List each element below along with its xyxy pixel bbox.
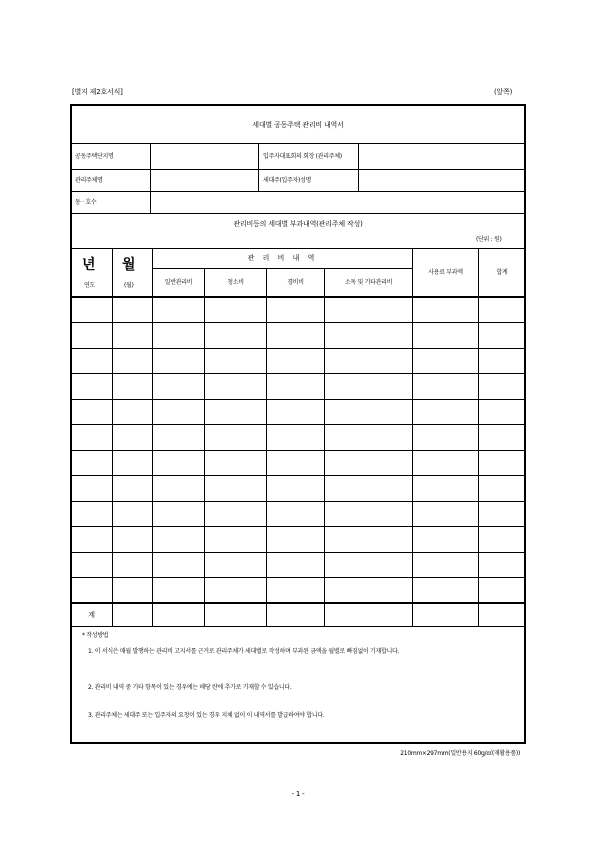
side-mark: (앞쪽) [494, 88, 513, 96]
value-unit-number[interactable] [151, 192, 525, 213]
table-row [70, 348, 526, 349]
value-representative[interactable] [359, 144, 525, 169]
table-row [70, 399, 526, 400]
col-month-head: 월 [122, 257, 136, 273]
table-row [70, 322, 526, 323]
table-row [70, 526, 526, 527]
value-manager-name[interactable] [151, 170, 258, 191]
col-group-header: 관 리 비 내 역 [247, 254, 318, 262]
label-householder: 세대주(입주자)성명 [263, 176, 312, 184]
note-item-3: 3. 관리주체는 세대주 또는 입주자의 요청이 있는 경우 지체 없이 이 내역서를 발급하여야 합니다. [88, 712, 325, 719]
col-general-fee: 일반관리비 [164, 278, 193, 286]
col-usage-fee: 사용료 부과액 [428, 268, 463, 276]
col-year-head: 년 [82, 257, 96, 273]
table-row [70, 373, 526, 374]
note-item-1: 1. 이 서식은 매월 발행하는 관리비 고지서를 근거로 관리주체가 세대별로 작성하며 부과된 금액을 월별로 빠짐없이 기재합니다. [88, 648, 400, 655]
col-cleaning-fee: 청소비 [227, 278, 244, 286]
col-month-sub: (월) [124, 282, 134, 289]
table-row [70, 552, 526, 553]
form-number: [별지 제2호서식] [72, 88, 123, 96]
table-row [70, 450, 526, 451]
table-row [70, 577, 526, 578]
table-row [70, 602, 526, 604]
table-row [70, 501, 526, 502]
label-representative: 입주자대표회의 회장 (관리주체) [263, 152, 342, 160]
label-unit-number: 동 · 호수 [75, 198, 97, 206]
form-title: 세대별 공동주택 관리비 내역서 [252, 120, 344, 129]
total-row-label: 계 [88, 610, 95, 619]
unit-label: (단위 : 원) [476, 236, 502, 243]
col-other-fee: 소독 및 기타관리비 [344, 278, 393, 286]
note-item-2: 2. 관리비 내역 중 기타 항목이 있는 경우에는 해당 란에 추가로 기재할 수 있습니다. [88, 684, 292, 691]
value-householder[interactable] [359, 170, 525, 191]
table-row [70, 424, 526, 425]
label-manager-name: 관리주체명 [75, 176, 103, 184]
value-complex-name[interactable] [151, 144, 258, 169]
col-total: 합계 [496, 268, 508, 276]
table-row [70, 475, 526, 476]
section-title: 관리비등의 세대별 부과내역(관리주체 작성) [233, 219, 363, 228]
paper-spec: 210mm×297mm(일반용지 60g/㎡(재활용품)) [400, 750, 520, 757]
page-number: - 1 - [291, 790, 305, 798]
label-complex-name: 공동주택단지명 [75, 152, 114, 160]
col-security-fee: 경비비 [287, 278, 304, 286]
notes-heading: * 작성방법 [82, 632, 109, 639]
col-year-sub: 연도 [84, 282, 95, 289]
